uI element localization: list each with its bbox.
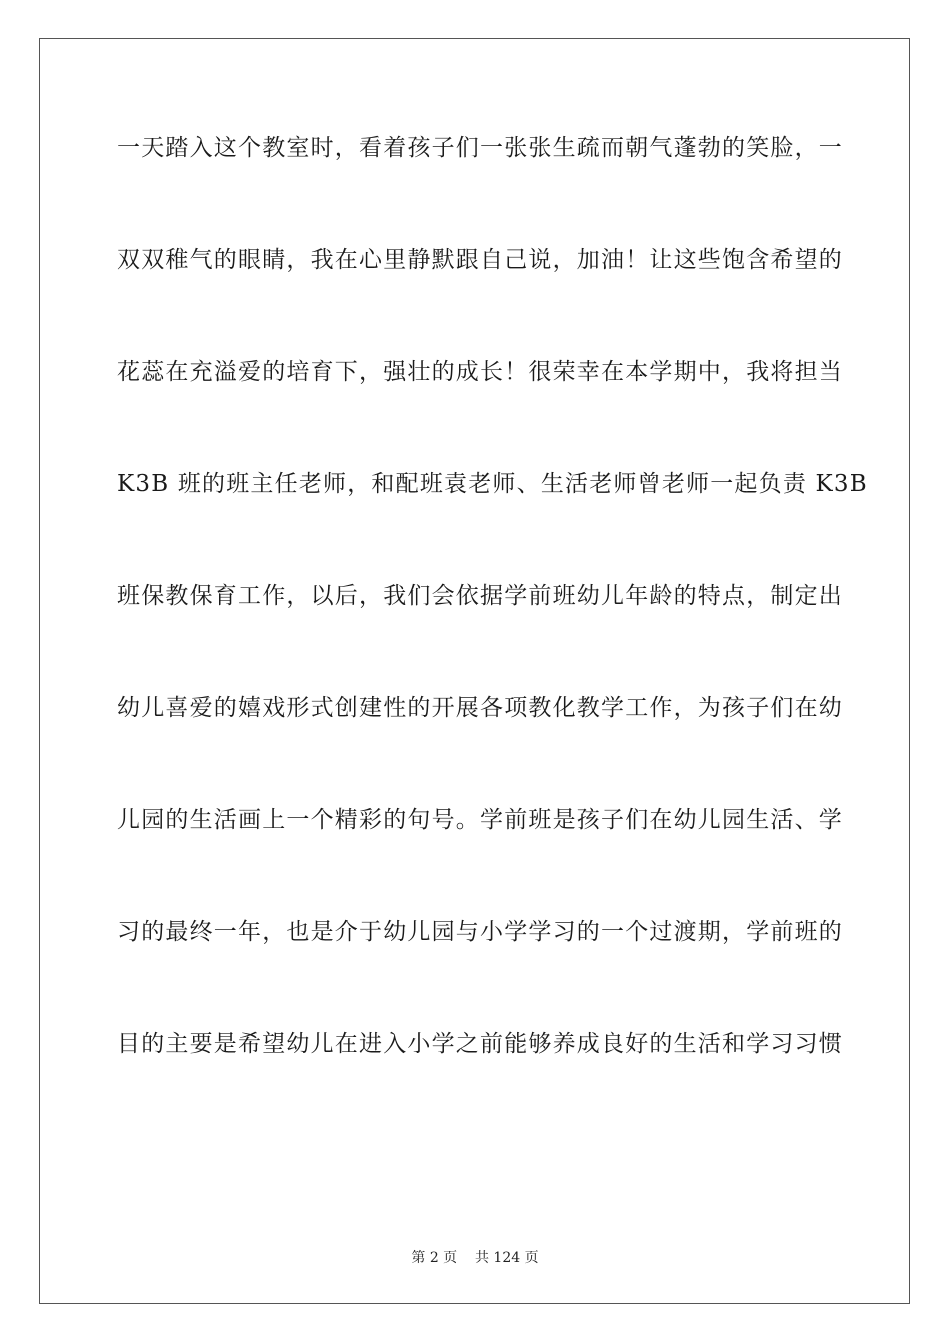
- text-line: 双双稚气的眼睛，我在心里静默跟自己说，加油！让这些饱含希望的: [117, 247, 843, 273]
- text-line: 幼儿喜爱的嬉戏形式创建性的开展各项教化教学工作，为孩子们在幼: [117, 695, 843, 721]
- body-text: [117, 125, 868, 1133]
- text-line: 儿园的生活画上一个精彩的句号。学前班是孩子们在幼儿园生活、学: [117, 807, 843, 833]
- text-line: 习的最终一年，也是介于幼儿园与小学学习的一个过渡期，学前班的: [117, 919, 843, 945]
- text-line: 一天踏入这个教室时，看着孩子们一张张生疏而朝气蓬勃的笑脸，一: [117, 135, 843, 161]
- text-line: K3B 班的班主任老师，和配班袁老师、生活老师曾老师一起负责 K3B: [117, 471, 868, 497]
- text-line: 班保教保育工作，以后，我们会依据学前班幼儿年龄的特点，制定出: [117, 583, 843, 609]
- page-number-footer: 第 2 页 共 124 页: [411, 1250, 539, 1266]
- text-line: 花蕊在充溢爱的培育下，强壮的成长！很荣幸在本学期中，我将担当: [117, 359, 843, 385]
- text-line: 目的主要是希望幼儿在进入小学之前能够养成良好的生活和学习习惯: [117, 1031, 843, 1057]
